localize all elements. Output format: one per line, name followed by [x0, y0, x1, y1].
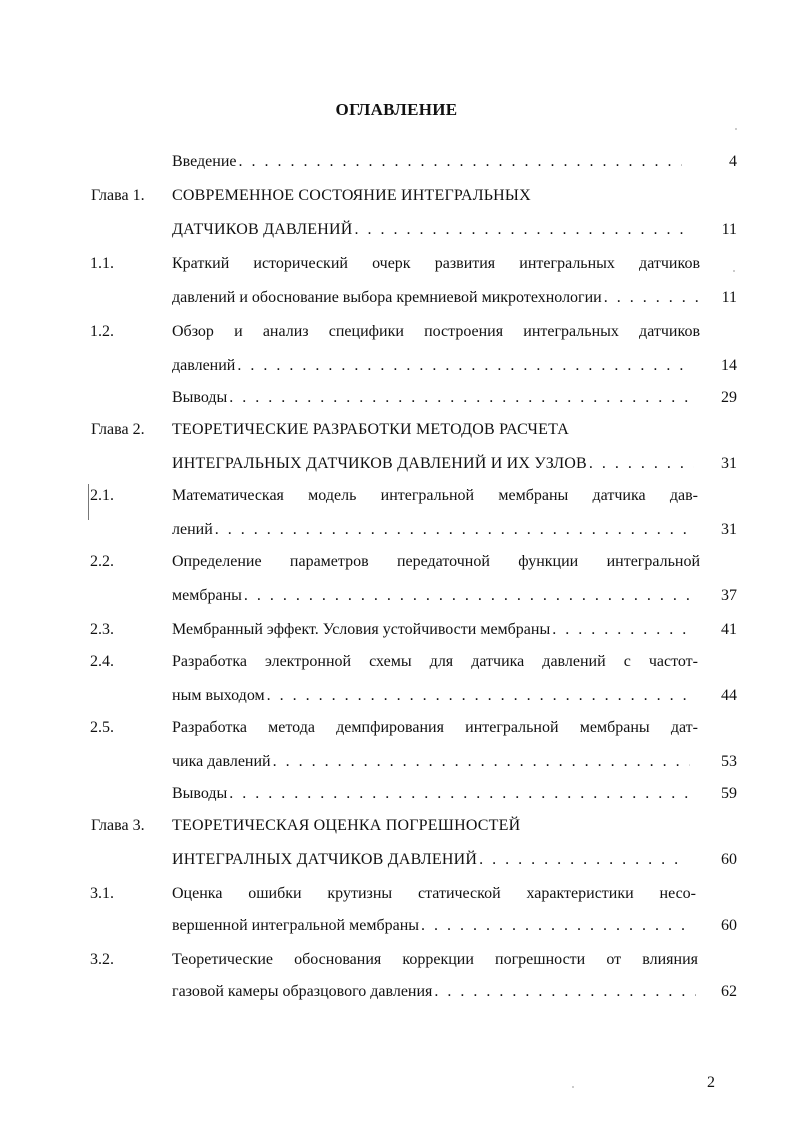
- entry-number: 1.2.: [90, 323, 114, 340]
- entry-title-line-1: Разработка электронной схемы для датчика давлений с частот-: [172, 653, 698, 670]
- leader-dots: [244, 584, 694, 608]
- leader-dots: [237, 354, 692, 378]
- entry-page-number: 60: [721, 917, 737, 934]
- leader-dots: [229, 386, 692, 410]
- entry-title-line-1: Определение параметров передаточной функции интегральной: [172, 553, 700, 570]
- entry-title-line-2: давлений: [172, 357, 236, 374]
- toc-entry-3-2[interactable]: [0, 948, 793, 972]
- entry-page-number: 14: [721, 357, 737, 374]
- entry-page-number: 29: [721, 389, 737, 406]
- entry-number: 2.2.: [90, 553, 114, 570]
- toc-entry-introduction[interactable]: [0, 150, 793, 174]
- entry-number: Глава 2.: [91, 421, 145, 438]
- page-number: 2: [707, 1074, 715, 1091]
- entry-title-line-1: Теоретические обоснования коррекции погрешности от влияния: [172, 951, 698, 968]
- toc-entry-2-5-cont: [0, 750, 793, 774]
- toc-entry-2-1-cont: [0, 518, 793, 542]
- entry-page-number: 4: [729, 153, 737, 170]
- toc-entry-1-1[interactable]: [0, 252, 793, 276]
- leader-dots: [239, 150, 683, 174]
- entry-title-line-1: Краткий исторический очерк развития интегральных датчиков: [172, 255, 700, 272]
- entry-number: 2.3.: [90, 621, 114, 638]
- toc-entry-chapter-1-cont: [0, 218, 793, 242]
- toc-entry-2-3[interactable]: [0, 618, 793, 642]
- entry-title-line-2: вершенной интегральной мембраны: [172, 917, 420, 934]
- entry-page-number: 37: [721, 587, 737, 604]
- leader-dots: [434, 980, 696, 1004]
- leader-dots: [215, 518, 692, 542]
- toc-entry-2-4[interactable]: [0, 650, 793, 674]
- entry-title-line-2: газовой камеры образцового давления: [172, 983, 433, 1000]
- toc-entry-conclusions-1[interactable]: [0, 386, 793, 410]
- entry-title-line-2: ИНТЕГРАЛЬНЫХ ДАТЧИКОВ ДАВЛЕНИЙ И ИХ УЗЛОВ: [172, 455, 587, 472]
- toc-entry-1-1-cont: [0, 286, 793, 310]
- entry-number: 3.1.: [90, 885, 114, 902]
- entry-title: Введение: [172, 153, 237, 170]
- entry-title-line-2: лений: [172, 521, 213, 538]
- entry-page-number: 60: [721, 851, 737, 868]
- scan-margin-mark: [88, 484, 89, 520]
- entry-title-line-2: давлений и обоснование выбора кремниевой микротехнологии: [172, 289, 602, 306]
- toc-entry-3-2-cont: [0, 980, 793, 1004]
- entry-title: Мембранный эффект. Условия устойчивости мембраны: [172, 621, 551, 638]
- toc-title: ОГЛАВЛЕНИЕ: [335, 100, 458, 119]
- leader-dots: [604, 286, 702, 310]
- toc-entry-1-2-cont: [0, 354, 793, 378]
- entry-page-number: 44: [721, 687, 737, 704]
- toc-entry-2-2-cont: [0, 584, 793, 608]
- scan-speck: [735, 128, 737, 130]
- entry-number: 1.1.: [90, 255, 114, 272]
- toc-entry-conclusions-2[interactable]: [0, 782, 793, 806]
- toc-entry-3-1[interactable]: [0, 882, 793, 906]
- entry-page-number: 41: [721, 621, 737, 638]
- entry-title-line-2: ным выходом: [172, 687, 265, 704]
- entry-title: Выводы: [172, 389, 228, 406]
- entry-number: Глава 1.: [91, 187, 145, 204]
- entry-title-line-2: чика давлений: [172, 753, 271, 770]
- entry-page-number: 62: [721, 983, 737, 1000]
- entry-title-line-1: Разработка метода демпфирования интегральной мембраны дат-: [172, 719, 698, 736]
- entry-page-number: 53: [721, 753, 737, 770]
- leader-dots: [552, 618, 696, 642]
- entry-page-number: 11: [721, 289, 737, 306]
- entry-title-line-1: Обзор и анализ специфики построения интегральных датчиков: [172, 323, 700, 340]
- toc-entry-2-2[interactable]: [0, 550, 793, 574]
- entry-number: 2.4.: [90, 653, 114, 670]
- entry-title-line-1: ТЕОРЕТИЧЕСКАЯ ОЦЕНКА ПОГРЕШНОСТЕЙ: [172, 817, 521, 834]
- toc-entry-2-4-cont: [0, 684, 793, 708]
- entry-number: 2.5.: [90, 719, 114, 736]
- toc-entry-2-1[interactable]: [0, 484, 793, 508]
- toc-entry-chapter-3[interactable]: [0, 814, 793, 838]
- entry-title-line-2: ИНТЕГРАЛНЫХ ДАТЧИКОВ ДАВЛЕНИЙ: [172, 851, 478, 868]
- entry-number: 3.2.: [90, 951, 114, 968]
- entry-title-line-2: ДАТЧИКОВ ДАВЛЕНИЙ: [172, 221, 353, 238]
- toc-entry-chapter-3-cont: [0, 848, 793, 872]
- leader-dots: [479, 848, 688, 872]
- leader-dots: [355, 218, 688, 242]
- entry-page-number: 11: [721, 221, 737, 238]
- entry-title: Выводы: [172, 785, 228, 802]
- entry-page-number: 59: [721, 785, 737, 802]
- leader-dots: [421, 914, 690, 938]
- leader-dots: [267, 684, 696, 708]
- toc-entry-chapter-2[interactable]: [0, 418, 793, 442]
- entry-title-line-1: Математическая модель интегральной мембраны датчика дав-: [172, 487, 698, 504]
- entry-title-line-1: Оценка ошибки крутизны статической характеристики несо-: [172, 885, 696, 902]
- toc-entry-2-5[interactable]: [0, 716, 793, 740]
- entry-page-number: 31: [721, 521, 737, 538]
- toc-entry-chapter-1[interactable]: [0, 184, 793, 208]
- scan-speck: [733, 270, 735, 272]
- entry-title-line-1: ТЕОРЕТИЧЕСКИЕ РАЗРАБОТКИ МЕТОДОВ РАСЧЕТА: [172, 421, 570, 438]
- toc-entry-chapter-2-cont: [0, 452, 793, 476]
- leader-dots: [229, 782, 690, 806]
- entry-page-number: 31: [721, 455, 737, 472]
- entry-number: 2.1.: [90, 487, 114, 504]
- entry-number: Глава 3.: [91, 817, 145, 834]
- leader-dots: [273, 750, 690, 774]
- entry-title-line-1: СОВРЕМЕННОЕ СОСТОЯНИЕ ИНТЕГРАЛЬНЫХ: [172, 187, 531, 204]
- toc-entry-3-1-cont: [0, 914, 793, 938]
- toc-entry-1-2[interactable]: [0, 320, 793, 344]
- leader-dots: [589, 452, 694, 476]
- entry-title-line-2: мембраны: [172, 587, 242, 604]
- scan-speck: [572, 1086, 574, 1088]
